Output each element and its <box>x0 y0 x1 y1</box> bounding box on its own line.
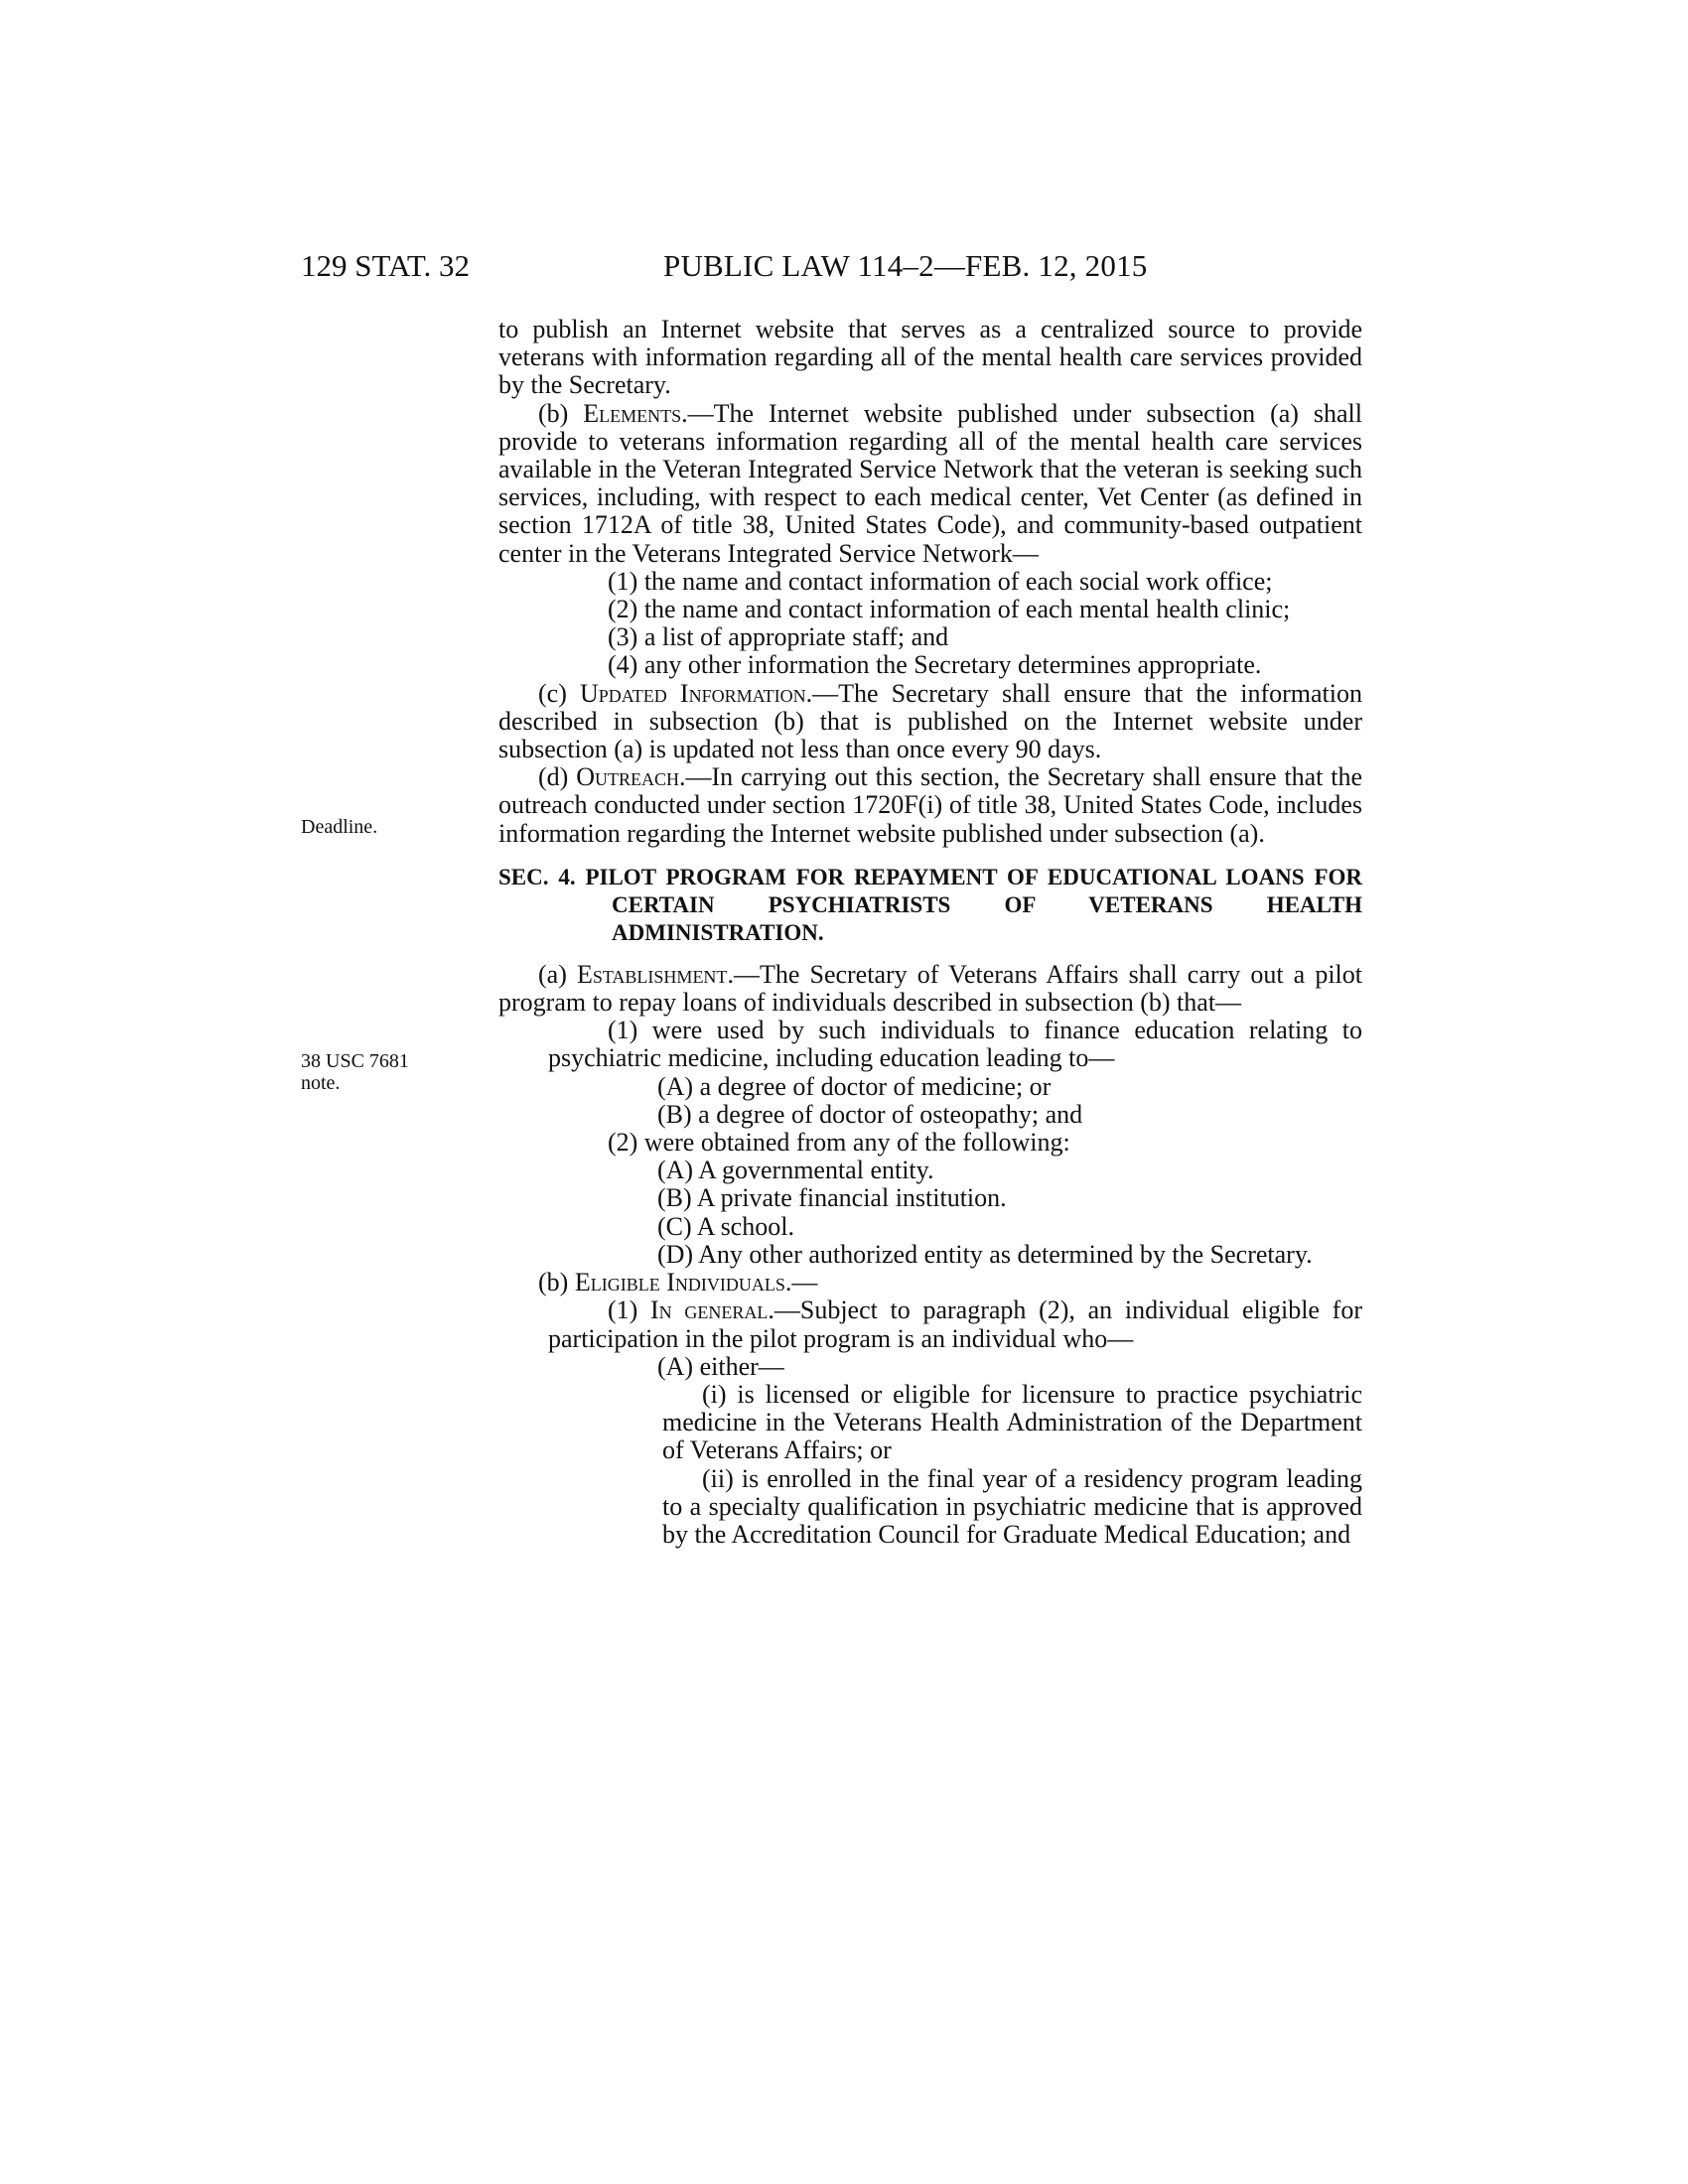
subsection-b-heading: Elements <box>583 398 682 428</box>
paragraph-s4a2: (2) were obtained from any of the following: <box>608 1128 1070 1158</box>
paragraph-b2: (2) the name and contact information of each mental health clinic; <box>608 595 1291 624</box>
clause-s4b1Ai: (i) is licensed or eligible for licensure to practice psychiatric medicine in the Veterans Health Administration of the Department of Veterans Affairs; or <box>662 1379 1362 1465</box>
subparagraph-s4a1B: (B) a degree of doctor of osteopathy; and <box>657 1099 1083 1129</box>
subparagraph-s4a1A: (A) a degree of doctor of medicine; or <box>657 1071 1052 1101</box>
section-4-heading: SEC. 4. PILOT PROGRAM FOR REPAYMENT OF EDUCATIONAL LOANS FOR CERTAIN PSYCHIATRISTS OF VETERANS HEALTH ADMINISTRATION. <box>498 864 1362 945</box>
section-4-subsection-a <box>498 961 1362 1017</box>
s4b-label: (b) <box>538 1268 575 1297</box>
s4b-text: .— <box>784 1268 818 1297</box>
subsection-c-text: .—The Secretary shall ensure that the information described in subsection (b) that is published on the Internet website under subsection (a) is updated not less than once every 90 days. <box>498 678 1362 764</box>
subsection-b-elements <box>498 400 1362 568</box>
subsection-c-heading: Updated Information <box>580 678 806 708</box>
margin-note-usc-line2: note. <box>301 1072 341 1094</box>
paragraph-intro-continued: to publish an Internet website that serves as a centralized source to provide veterans with information regarding all of the mental health care services provided by the Secretary. <box>498 315 1362 400</box>
s4b1-label: (1) <box>608 1296 651 1325</box>
running-header-title: PUBLIC LAW 114–2—FEB. 12, 2015 <box>663 248 1148 283</box>
subsection-b-label: (b) <box>538 398 584 428</box>
s4b-heading: Eligible Individuals <box>574 1268 785 1297</box>
subsection-d-label: (d) <box>538 762 577 792</box>
s4b1-text: .—Subject to paragraph (2), an individual eligible for participation in the pilot program is an individual who— <box>548 1296 1362 1353</box>
subparagraph-s4b1A: (A) either— <box>657 1351 784 1381</box>
paragraph-s4a1: (1) were used by such individuals to finance education relating to psychiatric medicine, including education leading to— <box>548 1016 1362 1073</box>
subparagraph-s4a2D: (D) Any other authorized entity as determined by the Secretary. <box>657 1239 1313 1269</box>
subparagraph-s4a2A: (A) A governmental entity. <box>657 1156 934 1185</box>
clause-s4b1Aii: (ii) is enrolled in the final year of a residency program leading to a specialty qualification in psychiatric medicine that is approved by the Accreditation Council for Graduate Medical Education; and <box>662 1463 1362 1549</box>
s4b1-heading: In general <box>650 1296 769 1325</box>
margin-note-usc-line1: 38 USC 7681 <box>301 1050 409 1072</box>
margin-note-deadline: Deadline. <box>301 816 378 838</box>
section-4-subsection-b <box>498 1269 1362 1297</box>
subsection-d-outreach <box>498 763 1362 848</box>
subparagraph-s4a2B: (B) A private financial institution. <box>657 1183 1007 1213</box>
subparagraph-s4a2C: (C) A school. <box>657 1211 794 1241</box>
s4a-label: (a) <box>538 959 577 989</box>
s4a-text: .—The Secretary of Veterans Affairs shall carry out a pilot program to repay loans of individuals described in subsection (b) that— <box>498 959 1362 1018</box>
subsection-d-heading: Outreach <box>576 762 679 792</box>
statute-body <box>498 316 1362 1549</box>
paragraph-b4: (4) any other information the Secretary determines appropriate. <box>608 650 1262 680</box>
subsection-b-text: .—The Internet website published under subsection (a) shall provide to veterans information regarding all of the mental health care services available in the Veteran Integrated Service Network that the veteran is seeking such services, including, with respect to each medical center, Vet Center (as defined in section 1712A of title 38, United States Code), and community-based outpatient center in the Veterans Integrated Service Network— <box>498 398 1362 568</box>
subsection-c-label: (c) <box>538 678 580 708</box>
paragraph-b1: (1) the name and contact information of each social work office; <box>608 566 1273 596</box>
subsection-c-updated-information <box>498 680 1362 764</box>
paragraph-b3: (3) a list of appropriate staff; and <box>608 622 949 652</box>
s4a-heading: Establishment <box>576 959 728 989</box>
paragraph-s4b1 <box>498 1297 1362 1352</box>
subsection-d-text: .—In carrying out this section, the Secretary shall ensure that the outreach conducted under section 1720F(i) of title 38, United States Code, includes information regarding the Internet website published under subsection (a). <box>498 762 1362 848</box>
margin-note-usc-citation <box>301 1050 409 1094</box>
statute-page-number: 129 STAT. 32 <box>301 248 471 283</box>
